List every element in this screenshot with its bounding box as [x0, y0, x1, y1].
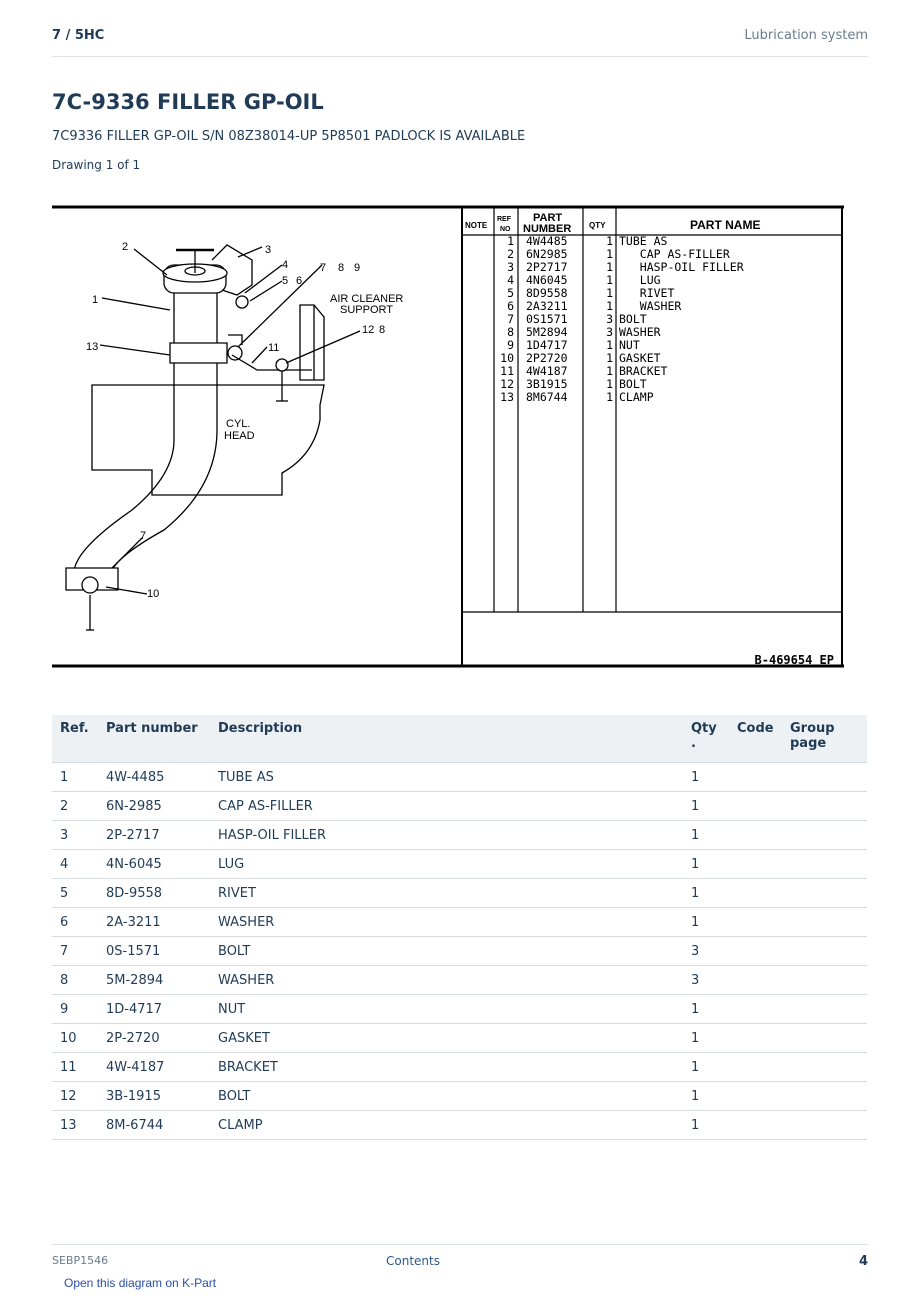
- svg-text:4W4485: 4W4485: [526, 234, 568, 248]
- svg-text:12: 12: [500, 377, 514, 391]
- table-row: 10 2P-2720 GASKET 1: [52, 1024, 867, 1053]
- callout-7: 7: [320, 262, 327, 274]
- part-number-link[interactable]: 0S-1571: [98, 937, 210, 966]
- page-number: 4: [858, 1254, 868, 1269]
- svg-text:7: 7: [507, 312, 514, 326]
- parts-table-header: [52, 715, 867, 763]
- filler-tube-right-wall: [110, 270, 217, 577]
- svg-text:3: 3: [507, 260, 514, 274]
- callout-6: 6: [296, 275, 303, 287]
- svg-text:8D9558: 8D9558: [526, 286, 568, 300]
- filler-tube-left-wall: [74, 270, 174, 573]
- callout-13: 13: [86, 341, 99, 353]
- svg-text:2P2717: 2P2717: [526, 260, 568, 274]
- svg-text:5: 5: [507, 286, 514, 300]
- svg-text:WASHER: WASHER: [619, 325, 661, 339]
- lug-shape: [236, 296, 248, 308]
- svg-text:1: 1: [606, 390, 613, 404]
- svg-text:4N6045: 4N6045: [526, 273, 568, 287]
- open-kpart-link[interactable]: Open this diagram on K-Part: [64, 1276, 217, 1290]
- callout-2: 2: [122, 241, 129, 253]
- svg-text:9: 9: [507, 338, 514, 352]
- part-number-link[interactable]: 8D-9558: [98, 879, 210, 908]
- table-row: 12 3B-1915 BOLT 1: [52, 1082, 867, 1111]
- svg-text:2: 2: [507, 247, 514, 261]
- table-row: 8 5M-2894 WASHER 3: [52, 966, 867, 995]
- drawing-id: B-469654 EP: [754, 653, 834, 667]
- svg-text:TUBE AS: TUBE AS: [619, 234, 668, 248]
- col-ref: Ref.: [52, 715, 98, 763]
- part-number-link[interactable]: 1D-4717: [98, 995, 210, 1024]
- svg-text:3: 3: [606, 312, 613, 326]
- svg-text:1: 1: [606, 299, 613, 313]
- svg-text:GASKET: GASKET: [619, 351, 661, 365]
- svg-text:1: 1: [606, 273, 613, 287]
- hdr-number: NUMBER: [523, 223, 572, 235]
- svg-text:0S1571: 0S1571: [526, 312, 568, 326]
- svg-text:LUG: LUG: [619, 273, 661, 287]
- callout-8: 8: [338, 262, 345, 274]
- callout-9: 9: [354, 262, 361, 274]
- svg-text:4: 4: [507, 273, 514, 287]
- svg-text:11: 11: [500, 364, 514, 378]
- table-row: 5 8D-9558 RIVET 1: [52, 879, 867, 908]
- part-number-link[interactable]: 2A-3211: [98, 908, 210, 937]
- page-subtitle: 7C9336 FILLER GP-OIL S/N 08Z38014-UP 5P8501 PADLOCK IS AVAILABLE: [52, 129, 526, 144]
- svg-text:8: 8: [507, 325, 514, 339]
- svg-text:1: 1: [507, 234, 514, 248]
- col-code: Code: [729, 715, 782, 763]
- svg-text:BOLT: BOLT: [619, 377, 647, 391]
- parts-diagram-svg: [52, 205, 846, 670]
- svg-text:1: 1: [606, 234, 613, 248]
- callout-5: 5: [282, 275, 289, 287]
- svg-text:8M6744: 8M6744: [526, 390, 568, 404]
- page-title: 7C-9336 FILLER GP-OIL: [52, 90, 324, 114]
- svg-text:1: 1: [606, 351, 613, 365]
- table-row: 4 4N-6045 LUG 1: [52, 850, 867, 879]
- table-row: 6 2A-3211 WASHER 1: [52, 908, 867, 937]
- col-qty: Qty .: [683, 715, 729, 763]
- part-number-link[interactable]: 4N-6045: [98, 850, 210, 879]
- head-label: HEAD: [224, 430, 255, 442]
- table-row: 7 0S-1571 BOLT 3: [52, 937, 867, 966]
- callout-10: 10: [147, 588, 160, 600]
- hdr-ref: REF: [497, 216, 511, 223]
- table-row: 11 4W-4187 BRACKET 1: [52, 1053, 867, 1082]
- air-cleaner-label: AIR CLEANER: [330, 293, 404, 305]
- table-row: 13 8M-6744 CLAMP 1: [52, 1111, 867, 1140]
- hdr-note: NOTE: [465, 221, 488, 230]
- part-number-link[interactable]: 5M-2894: [98, 966, 210, 995]
- callout-12-a: 12: [362, 324, 375, 336]
- page-header: [52, 28, 868, 57]
- callout-3: 3: [265, 244, 272, 256]
- breadcrumb[interactable]: 7 / 5HC: [52, 28, 105, 43]
- hdr-part-name: PART NAME: [690, 218, 761, 232]
- clamp-shape: [170, 343, 227, 363]
- svg-text:BOLT: BOLT: [619, 312, 647, 326]
- table-row: 9 1D-4717 NUT 1: [52, 995, 867, 1024]
- document-id: SEBP1546: [52, 1254, 109, 1267]
- parts-table: [52, 715, 867, 1140]
- part-number-link[interactable]: 4W-4187: [98, 1053, 210, 1082]
- svg-text:3: 3: [606, 325, 613, 339]
- air-cleaner-support: [300, 305, 324, 380]
- svg-text:1: 1: [606, 247, 613, 261]
- col-part: Part number: [98, 715, 210, 763]
- part-number-link[interactable]: 4W-4485: [98, 763, 210, 792]
- cyl-label: CYL.: [226, 418, 251, 430]
- drawing-count: Drawing 1 of 1: [52, 158, 141, 172]
- svg-text:WASHER: WASHER: [619, 299, 682, 313]
- svg-text:2A3211: 2A3211: [526, 299, 568, 313]
- svg-text:1D4717: 1D4717: [526, 338, 568, 352]
- svg-text:13: 13: [500, 390, 514, 404]
- svg-text:1: 1: [606, 286, 613, 300]
- svg-text:CLAMP: CLAMP: [619, 390, 654, 404]
- svg-text:4W4187: 4W4187: [526, 364, 568, 378]
- svg-text:1: 1: [606, 260, 613, 274]
- col-desc: Description: [210, 715, 683, 763]
- callout-8-a: 8: [379, 324, 386, 336]
- col-group: Group page: [782, 715, 867, 763]
- contents-link[interactable]: Contents: [386, 1254, 440, 1268]
- part-number-link[interactable]: 2P-2720: [98, 1024, 210, 1053]
- hdr-part: PART: [533, 212, 563, 224]
- drawing-rows: [500, 234, 744, 404]
- drawing-parts-table: [462, 207, 842, 667]
- svg-text:BRACKET: BRACKET: [619, 364, 668, 378]
- cylinder-head-outline: [92, 385, 324, 495]
- section-name: Lubrication system: [744, 28, 868, 43]
- svg-text:NUT: NUT: [619, 338, 640, 352]
- svg-text:5M2894: 5M2894: [526, 325, 568, 339]
- support-label: SUPPORT: [340, 304, 393, 316]
- part-number-link[interactable]: 8M-6744: [98, 1111, 210, 1140]
- table-row: 3 2P-2717 HASP-OIL FILLER 1: [52, 821, 867, 850]
- svg-text:1: 1: [606, 364, 613, 378]
- svg-text:HASP-OIL FILLER: HASP-OIL FILLER: [619, 260, 744, 274]
- svg-text:2P2720: 2P2720: [526, 351, 568, 365]
- part-number-link[interactable]: 6N-2985: [98, 792, 210, 821]
- svg-text:1: 1: [606, 377, 613, 391]
- callout-7-b: 7: [140, 530, 147, 542]
- svg-text:6: 6: [507, 299, 514, 313]
- callout-1: 1: [92, 294, 99, 306]
- table-row: 2 6N-2985 CAP AS-FILLER 1: [52, 792, 867, 821]
- part-number-link[interactable]: 3B-1915: [98, 1082, 210, 1111]
- parts-diagram[interactable]: [52, 205, 846, 670]
- page-footer: [52, 1244, 868, 1275]
- hdr-no: NO: [500, 226, 511, 233]
- svg-text:10: 10: [500, 351, 514, 365]
- svg-text:RIVET: RIVET: [619, 286, 675, 300]
- callout-11: 11: [268, 342, 280, 354]
- hdr-qty: QTY: [589, 221, 606, 230]
- illustration: [66, 245, 360, 630]
- callout-4: 4: [282, 259, 289, 271]
- part-number-link[interactable]: 2P-2717: [98, 821, 210, 850]
- svg-text:3B1915: 3B1915: [526, 377, 568, 391]
- svg-text:CAP AS-FILLER: CAP AS-FILLER: [619, 247, 730, 261]
- svg-text:1: 1: [606, 338, 613, 352]
- table-row: 1 4W-4485 TUBE AS 1: [52, 763, 867, 792]
- svg-text:6N2985: 6N2985: [526, 247, 568, 261]
